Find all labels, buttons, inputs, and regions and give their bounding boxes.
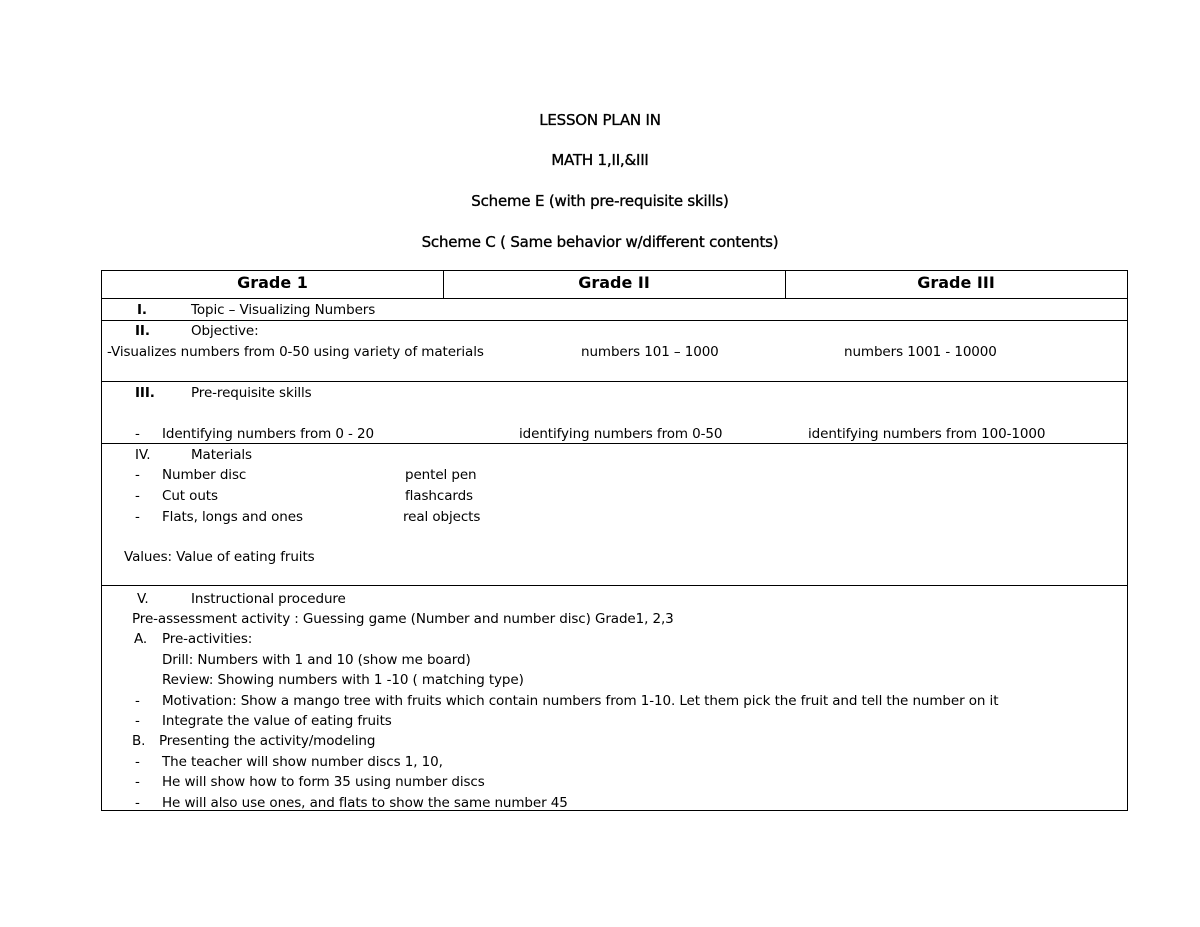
objective-number: II. xyxy=(135,323,150,339)
prereq-heading: Pre-requisite skills xyxy=(191,385,312,401)
list-dash: - xyxy=(135,795,140,811)
motivation-text: Motivation: Show a mango tree with fruits which contain numbers from 1-10. Let them pick the fruit and tell the number on it xyxy=(162,693,999,709)
title-lesson-plan: LESSON PLAN IN xyxy=(539,111,661,129)
row-divider xyxy=(102,585,1127,586)
presenting-item: The teacher will show number discs 1, 10, xyxy=(162,754,443,770)
row-divider xyxy=(102,381,1127,382)
header-grade-2: Grade II xyxy=(578,273,650,292)
row-divider xyxy=(102,298,1127,299)
prereq-grade3: identifying numbers from 100-1000 xyxy=(808,426,1046,442)
list-dash: - xyxy=(135,754,140,770)
materials-heading: Materials xyxy=(191,447,252,463)
title-scheme-c: Scheme C ( Same behavior w/different contents) xyxy=(421,233,779,251)
list-dash: - xyxy=(135,713,140,729)
list-dash: - xyxy=(135,774,140,790)
prereq-number: III. xyxy=(135,385,155,401)
materials-dash: - xyxy=(135,467,140,483)
objective-grade3: numbers 1001 - 10000 xyxy=(844,344,997,360)
procedure-heading: Instructional procedure xyxy=(191,591,346,607)
prereq-grade1: Identifying numbers from 0 - 20 xyxy=(162,426,374,442)
materials-item: flashcards xyxy=(405,488,473,504)
topic-text: Topic – Visualizing Numbers xyxy=(191,302,376,318)
materials-item: Number disc xyxy=(162,467,247,483)
row-divider xyxy=(102,320,1127,321)
integrate-text: Integrate the value of eating fruits xyxy=(162,713,392,729)
prereq-dash: - xyxy=(135,426,140,442)
pre-activities-heading: Pre-activities: xyxy=(162,631,253,647)
header-grade-1: Grade 1 xyxy=(237,273,308,292)
materials-dash: - xyxy=(135,488,140,504)
presenting-item: He will also use ones, and flats to show the same number 45 xyxy=(162,795,568,811)
objective-grade1: -Visualizes numbers from 0-50 using variety of materials xyxy=(107,344,484,360)
title-scheme-e: Scheme E (with pre-requisite skills) xyxy=(471,192,729,210)
presenting-heading: Presenting the activity/modeling xyxy=(159,733,376,749)
presenting-item: He will show how to form 35 using number discs xyxy=(162,774,485,790)
materials-item: Flats, longs and ones xyxy=(162,509,303,525)
procedure-number: V. xyxy=(137,591,149,607)
pre-activities-letter: A. xyxy=(134,631,148,647)
list-dash: - xyxy=(135,693,140,709)
row-divider xyxy=(102,443,1127,444)
materials-item: pentel pen xyxy=(405,467,477,483)
review-text: Review: Showing numbers with 1 -10 ( matching type) xyxy=(162,672,524,688)
title-math-grades: MATH 1,II,&III xyxy=(551,151,649,169)
materials-number: IV. xyxy=(135,447,151,463)
topic-number: I. xyxy=(137,302,147,318)
objective-grade2: numbers 101 – 1000 xyxy=(581,344,719,360)
materials-item: real objects xyxy=(403,509,481,525)
drill-text: Drill: Numbers with 1 and 10 (show me board) xyxy=(162,652,471,668)
preassessment-text: Pre-assessment activity : Guessing game (Number and number disc) Grade1, 2,3 xyxy=(132,611,674,627)
materials-item: Cut outs xyxy=(162,488,218,504)
header-grade-3: Grade III xyxy=(917,273,995,292)
objective-heading: Objective: xyxy=(191,323,259,339)
presenting-letter: B. xyxy=(132,733,146,749)
materials-dash: - xyxy=(135,509,140,525)
values-text: Values: Value of eating fruits xyxy=(124,549,315,565)
prereq-grade2: identifying numbers from 0-50 xyxy=(519,426,723,442)
